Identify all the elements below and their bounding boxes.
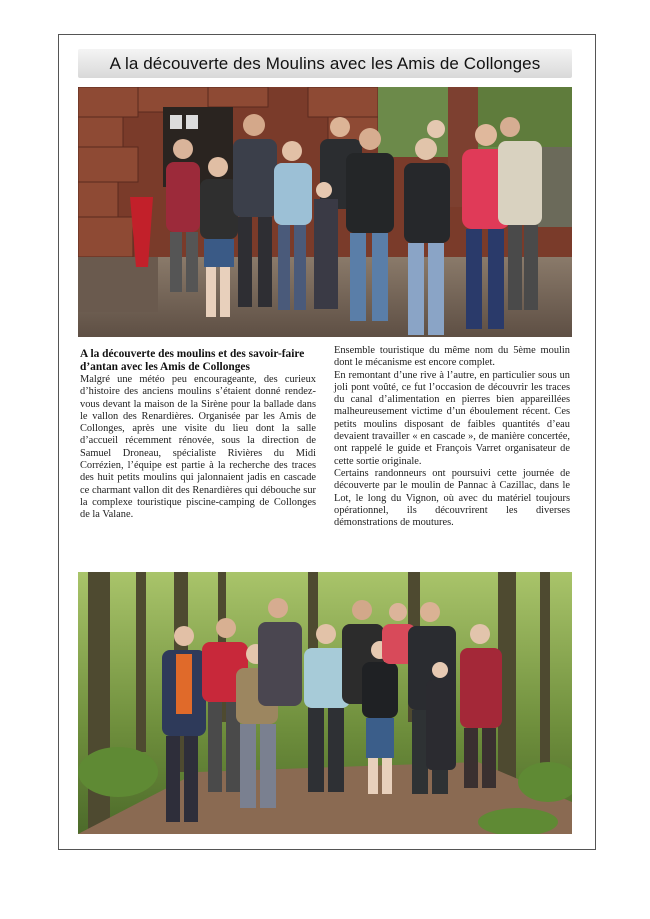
- article-paragraph: En remontant d’une rive à l’autre, en particulier sous un joli pont voûté, ce fut l’occasion de découvrir les traces du canal d’alimentation en pierres bien appareillées malheureusement victime d’un éboulement récent. Ces petits moulins disposant de faibles quantités d’eau devaient travailler « en cascade », de manière concertée, ont rappelé le guide et François Varret organisateur de cette sortie originale.: [334, 369, 570, 467]
- title-banner: [78, 49, 572, 78]
- article-headline: A la découverte des moulins et des savoir-faire d’antan avec les Amis de Collonges: [80, 348, 305, 373]
- article-paragraph: Certains randonneurs ont poursuivi cette journée de découverte par le moulin de Pannac à Cazillac, dans le Lot, le long du Vignon, où avec du matériel toujours opérationnel, ils découvrirent les diverses démonstrations de moutures.: [334, 467, 570, 529]
- article-paragraph: Malgré une météo peu encourageante, des curieux d’histoire des anciens moulins s’étaient donné rendez-vous devant la maison de la Sirène pour la ballade dans le vallon des Renardières. Organisée par les Amis de Collonges, après une visite du lieu dont la salle d’accueil récemment rénovée, sous la direction de Samuel Droneau, spécialiste Rivières du Midi Corrézien, l’équipe est partie à la recherche des traces des huit petits moulins qui jalonnaient jadis en cascade ce charmant vallon dit des Renardières qui débouche sur la complexe touristique piscine-camping de Collonges de la Valane.: [80, 374, 316, 521]
- group-photo-forest-image: [78, 572, 572, 834]
- article-left-column: [80, 348, 316, 522]
- article-right-column: [334, 345, 570, 529]
- group-photo-forest: [78, 572, 572, 834]
- page-title: A la découverte des Moulins avec les Amis de Collonges: [109, 53, 541, 73]
- group-photo-house-image: [78, 87, 572, 337]
- group-photo-house: [78, 87, 572, 337]
- article-paragraph: Ensemble touristique du même nom du 5ème moulin dont le mécanisme est encore complet.: [334, 345, 570, 369]
